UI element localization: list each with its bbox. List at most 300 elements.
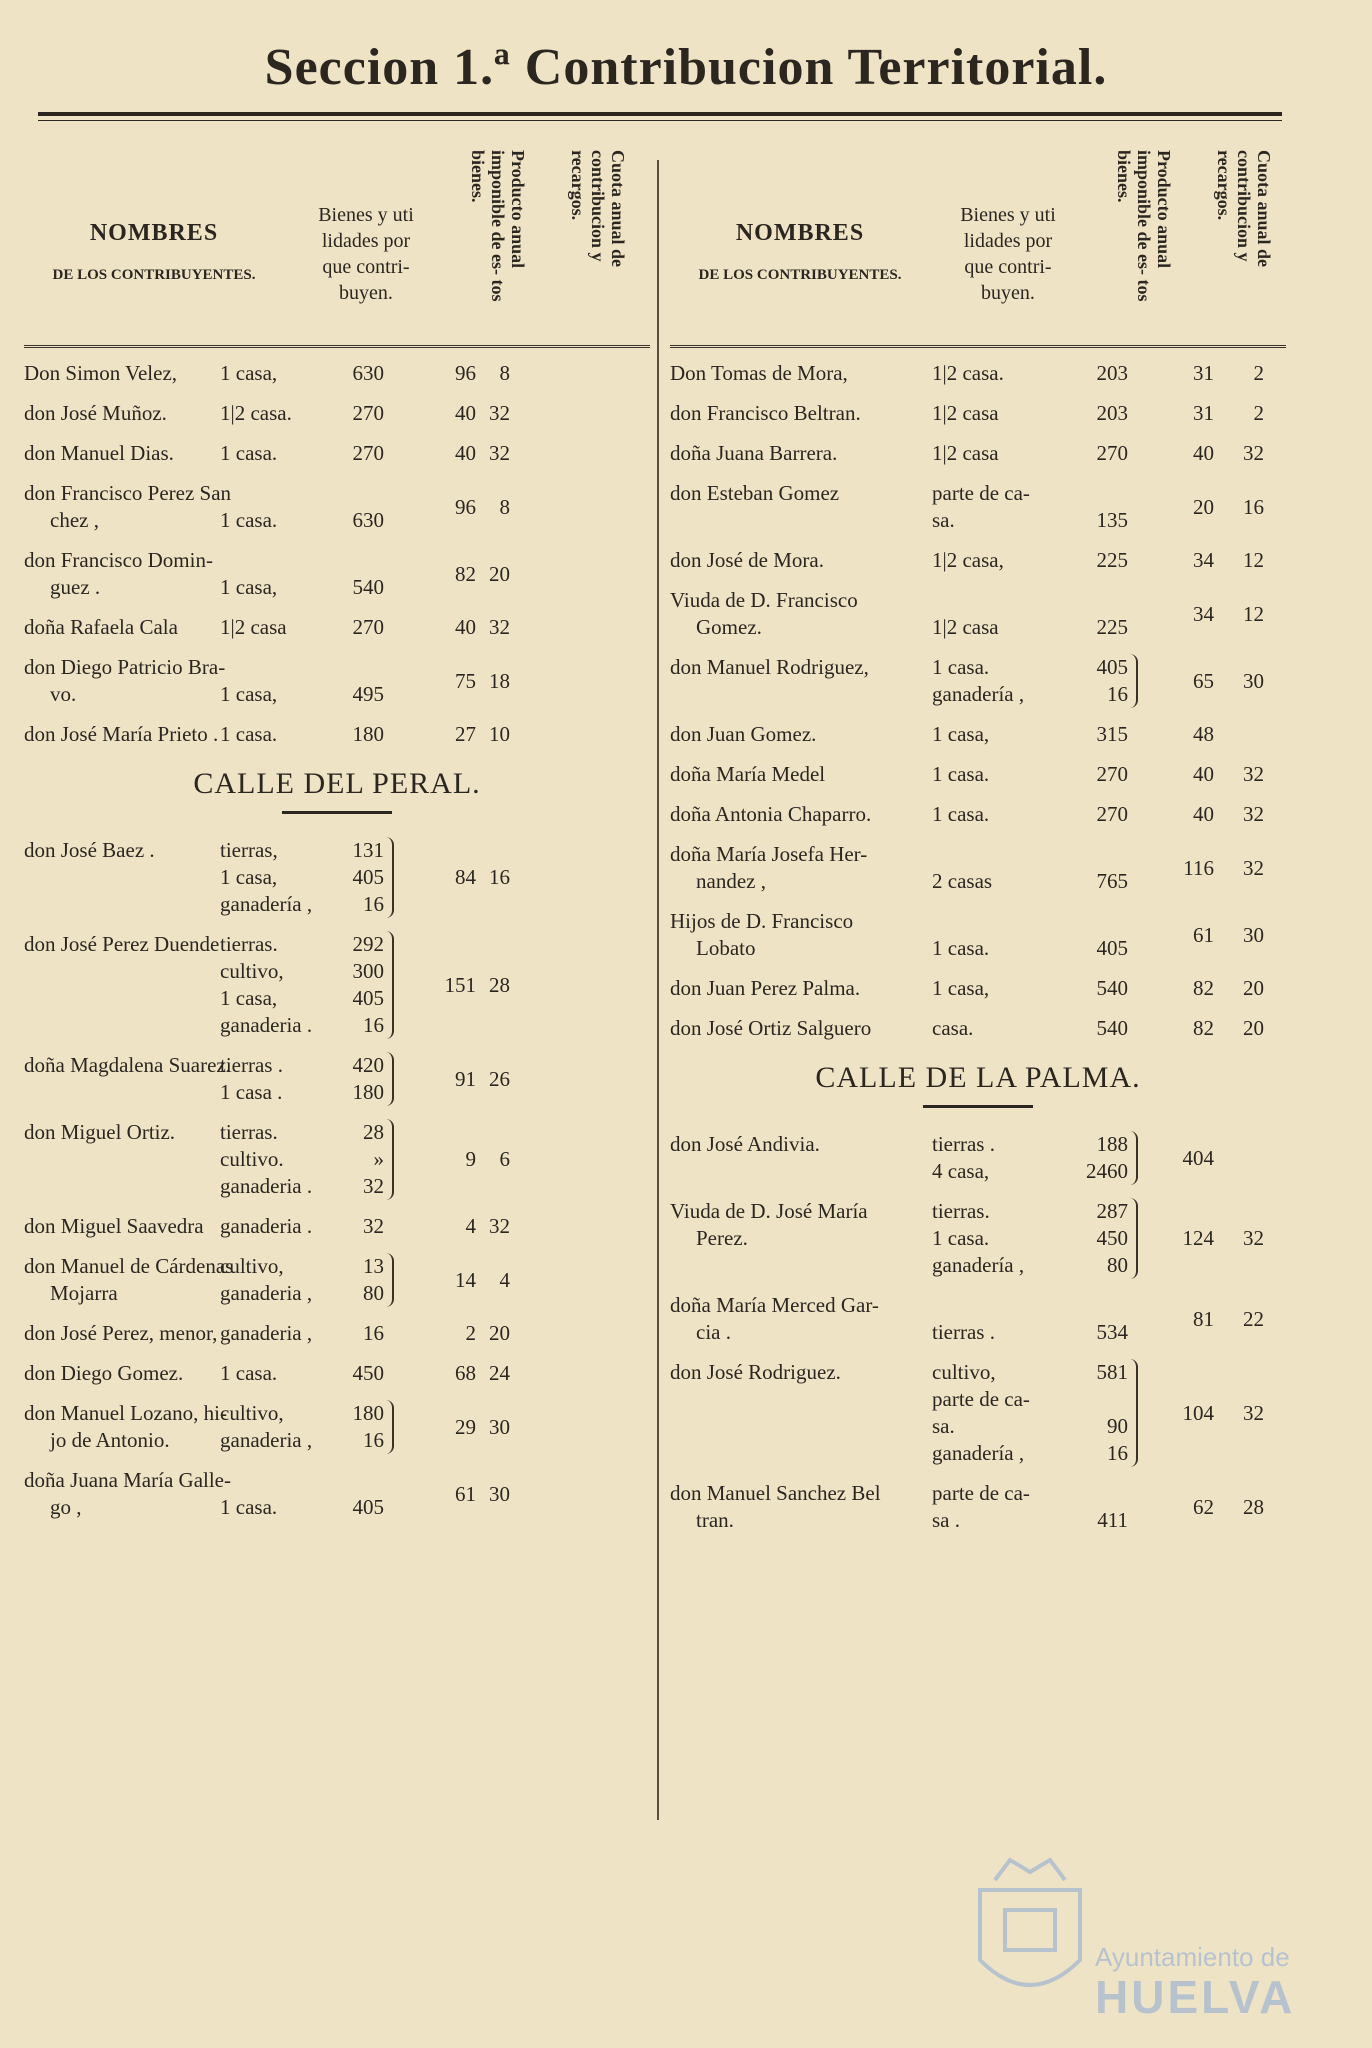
property-type: cultivo,: [220, 959, 284, 983]
tax-amount-maravedis: 6: [499, 1147, 510, 1171]
left-column: [24, 140, 650, 1519]
grouping-brace: [1130, 1131, 1138, 1185]
header-contribuyentes: DE LOS CONTRIBUYENTES.: [52, 267, 256, 283]
contributor-name: don Francisco Perez San: [24, 481, 232, 505]
header-bienes-line: buyen.: [981, 282, 1035, 304]
tax-amount-reales: 40: [1193, 441, 1214, 465]
watermark-text-2: HUELVA: [1095, 1971, 1296, 2023]
taxable-amount: 315: [1096, 722, 1128, 746]
property-type: casa.: [932, 1016, 974, 1040]
table-row: [24, 614, 650, 641]
contributor-name: don José Andivia.: [670, 1132, 820, 1156]
taxable-amount: 411: [1097, 1508, 1128, 1532]
tax-amount-reales: 40: [1193, 802, 1214, 826]
table-row: [24, 931, 650, 1039]
property-type: ganaderia ,: [220, 1321, 313, 1345]
tax-amount-reales: 75: [455, 668, 476, 693]
property-type: ganaderia .: [220, 1013, 313, 1037]
header-cuota: Cuota anual de contribucion y recargos.: [568, 150, 628, 268]
contributor-name: Lobato: [696, 936, 756, 960]
property-type: ganadería ,: [220, 892, 313, 916]
table-row: [670, 360, 1286, 387]
contributor-name: don Diego Patricio Bra-: [24, 655, 226, 679]
table-row: [24, 1052, 650, 1106]
property-type: parte de ca-: [932, 1481, 1030, 1505]
table-row: [670, 1198, 1286, 1279]
tax-amount-maravedis: 32: [489, 615, 510, 639]
contributor-name: don José Ortiz Salguero: [670, 1016, 872, 1040]
property-type: 1 casa,: [220, 575, 278, 599]
right-column: [670, 140, 1286, 1532]
table-row: [670, 801, 1286, 828]
tax-amount-maravedis: 30: [489, 1481, 510, 1506]
table-row: [670, 761, 1286, 788]
contributor-name: Don Simon Velez,: [24, 361, 178, 385]
property-type: ganaderia ,: [220, 1428, 313, 1452]
contributor-name: Don Tomas de Mora,: [670, 361, 848, 385]
header-bienes-line: Bienes y uti: [318, 204, 414, 226]
property-type: 2 casas: [932, 869, 993, 893]
contributor-name: don Miguel Ortiz.: [24, 1120, 176, 1144]
taxable-amount: 287: [1096, 1199, 1128, 1223]
contributor-name: don Miguel Saavedra: [24, 1214, 204, 1238]
taxable-amount: 16: [363, 1428, 384, 1452]
tax-amount-reales: 29: [455, 1414, 476, 1439]
taxable-amount: 203: [1096, 361, 1128, 385]
tax-amount-reales: 4: [465, 1214, 476, 1238]
tax-amount-reales: 151: [444, 972, 476, 997]
header-bienes: [928, 202, 1088, 306]
tax-amount-reales: 104: [1182, 1400, 1214, 1425]
tax-amount-maravedis: 32: [489, 441, 510, 465]
taxable-amount: 180: [352, 1401, 384, 1425]
property-type: 1|2 casa: [932, 441, 999, 465]
contributor-name: don José María Prieto .: [24, 722, 219, 746]
contributor-name: doña María Merced Gar-: [670, 1293, 879, 1317]
taxable-amount: 630: [352, 508, 384, 532]
taxable-amount: 450: [352, 1361, 384, 1385]
property-type: 1 casa.: [932, 936, 990, 960]
taxable-amount: 270: [1096, 802, 1128, 826]
table-row: [24, 654, 650, 708]
tax-amount-maravedis: 28: [1243, 1494, 1264, 1519]
property-type: 1 casa.: [220, 508, 278, 532]
property-type: ganadería ,: [932, 1441, 1025, 1465]
property-type: cultivo,: [220, 1401, 284, 1425]
tax-amount-reales: 2: [465, 1321, 476, 1345]
header-bienes-line: que contri-: [964, 256, 1052, 278]
tax-amount-reales: 40: [455, 615, 476, 639]
contributor-name: don Francisco Beltran.: [670, 401, 861, 425]
taxable-amount: 225: [1096, 548, 1128, 572]
table-row: [670, 654, 1286, 708]
taxable-amount: 581: [1096, 1360, 1128, 1384]
tax-amount-reales: 14: [455, 1267, 476, 1292]
street-heading: CALLE DEL PERAL.: [193, 767, 481, 800]
contributor-name: don Diego Gomez.: [24, 1361, 184, 1385]
header-bienes-line: lidades por: [963, 230, 1053, 252]
contributor-name: guez .: [50, 575, 101, 599]
property-type: cultivo,: [220, 1254, 284, 1278]
contributor-name: jo de Antonio.: [50, 1428, 170, 1452]
table-row: [670, 480, 1286, 534]
contributor-name: vo.: [50, 682, 77, 706]
tax-amount-maravedis: 24: [489, 1361, 510, 1385]
contributor-name: doña María Medel: [670, 762, 826, 786]
table-row: [24, 400, 650, 427]
contributor-name: tran.: [696, 1508, 734, 1532]
taxable-amount: 540: [352, 575, 384, 599]
table-row: [670, 841, 1286, 895]
property-type: 1|2 casa.: [220, 401, 292, 425]
property-type: 1 casa,: [220, 986, 278, 1010]
page-title: Seccion 1.ª Contribucion Territorial.: [264, 39, 1108, 96]
tax-amount-reales: 91: [455, 1066, 476, 1091]
tax-amount-reales: 40: [455, 401, 476, 425]
street-underline: [282, 811, 392, 814]
contributor-name: Mojarra: [50, 1281, 118, 1305]
tax-amount-reales: 20: [1193, 494, 1214, 519]
table-row: [24, 1400, 650, 1454]
table-header: [670, 140, 1286, 348]
header-names: [24, 220, 284, 284]
property-type: 1|2 casa.: [932, 361, 1004, 385]
table-row: [670, 1015, 1286, 1042]
tax-amount-maravedis: 32: [1243, 802, 1264, 826]
taxable-amount: 405: [352, 1495, 384, 1519]
property-type: 1 casa.: [220, 1495, 278, 1519]
tax-amount-maravedis: 32: [1243, 855, 1264, 880]
taxable-amount: 630: [352, 361, 384, 385]
taxable-amount: 225: [1096, 615, 1128, 639]
property-type: parte de ca-: [932, 481, 1030, 505]
watermark-text-1: Ayuntamiento de: [1095, 1942, 1290, 1972]
property-type: ganaderia ,: [220, 1281, 313, 1305]
taxable-amount: 135: [1096, 508, 1128, 532]
taxable-amount: 270: [352, 615, 384, 639]
tax-amount-maravedis: 30: [1243, 668, 1264, 693]
contributor-name: chez ,: [50, 508, 99, 532]
taxable-amount: 13: [363, 1254, 384, 1278]
table-row: [24, 1119, 650, 1200]
taxable-amount: 405: [352, 865, 384, 889]
tax-amount-maravedis: 18: [489, 668, 510, 693]
header-cuota: Cuota anual de contribucion y recargos.: [1214, 150, 1274, 268]
header-bienes: [286, 202, 446, 306]
table-row: [24, 721, 650, 748]
tax-amount-reales: 40: [455, 441, 476, 465]
contributor-name: doña Juana María Galle-: [24, 1468, 231, 1492]
tax-amount-maravedis: 30: [489, 1414, 510, 1439]
taxable-amount: 203: [1096, 401, 1128, 425]
tax-amount-maravedis: 4: [499, 1267, 510, 1292]
contributor-name: nandez ,: [696, 869, 766, 893]
contributor-name: Viuda de D. José María: [670, 1199, 868, 1223]
header-producto: Producto anual imponible de es- tos bienes.: [1114, 150, 1174, 302]
contributor-name: don Manuel Sanchez Bel: [670, 1481, 881, 1505]
taxable-amount: 405: [352, 986, 384, 1010]
taxable-amount: 180: [352, 1080, 384, 1104]
header-producto: Producto anual imponible de es- tos bienes.: [468, 150, 528, 302]
table-row: [24, 360, 650, 387]
contributor-name: doña María Josefa Her-: [670, 842, 868, 866]
property-type: cultivo,: [932, 1360, 996, 1384]
property-type: 1 casa,: [932, 722, 990, 746]
property-type: 1|2 casa: [220, 615, 287, 639]
property-type: 1|2 casa: [932, 615, 999, 639]
property-type: 1 casa.: [932, 655, 990, 679]
property-type: 1 casa.: [220, 722, 278, 746]
table-row: [24, 440, 650, 467]
property-type: sa.: [932, 508, 955, 532]
header-bienes-line: buyen.: [339, 282, 393, 304]
tax-amount-maravedis: 32: [489, 401, 510, 425]
tax-amount-reales: 404: [1182, 1145, 1214, 1170]
top-rule: [38, 112, 1282, 116]
contributor-name: Perez.: [696, 1226, 748, 1250]
tax-amount-maravedis: 2: [1253, 361, 1264, 385]
taxable-amount: 2460: [1086, 1159, 1128, 1183]
tax-amount-maravedis: 28: [489, 972, 510, 997]
taxable-amount: 28: [363, 1120, 384, 1144]
property-type: tierras,: [220, 838, 278, 862]
taxable-amount: 420: [352, 1053, 384, 1077]
taxable-amount: »: [373, 1147, 384, 1171]
property-type: tierras.: [932, 1199, 990, 1223]
street-underline: [923, 1105, 1033, 1108]
header-names: [670, 220, 930, 284]
table-header: [24, 140, 650, 348]
tax-amount-maravedis: 20: [1243, 976, 1264, 1000]
tax-amount-maravedis: 2: [1253, 401, 1264, 425]
table-row: [24, 837, 650, 918]
tax-amount-reales: 96: [455, 494, 476, 519]
property-type: sa.: [932, 1414, 955, 1438]
property-type: 1 casa.: [220, 1361, 278, 1385]
contributor-name: cia .: [696, 1320, 731, 1344]
property-type: 1 casa.: [932, 762, 990, 786]
taxable-amount: 32: [363, 1214, 384, 1238]
contributor-name: don José Baez .: [24, 838, 155, 862]
property-type: 1 casa,: [220, 361, 278, 385]
tax-amount-reales: 124: [1182, 1226, 1214, 1250]
column-divider: [657, 160, 659, 1820]
taxable-amount: 90: [1107, 1414, 1128, 1438]
table-row: [670, 908, 1286, 962]
tax-amount-reales: 82: [1193, 1016, 1214, 1040]
contributor-name: doña Juana Barrera.: [670, 441, 838, 465]
taxable-amount: 16: [363, 892, 384, 916]
property-type: cultivo.: [220, 1147, 284, 1171]
property-type: 1 casa,: [220, 865, 278, 889]
tax-amount-maravedis: 30: [1243, 922, 1264, 947]
table-row: [670, 1131, 1286, 1185]
property-type: 1 casa .: [220, 1080, 283, 1104]
header-contribuyentes: DE LOS CONTRIBUYENTES.: [698, 267, 902, 283]
table-row: [670, 1292, 1286, 1346]
property-type: 1 casa.: [932, 1226, 990, 1250]
contributor-name: don José Rodriguez.: [670, 1360, 841, 1384]
grouping-brace: [386, 931, 394, 1039]
property-type: 4 casa,: [932, 1159, 990, 1183]
tax-amount-reales: 82: [1193, 976, 1214, 1000]
grouping-brace: [386, 1400, 394, 1454]
property-type: ganaderia .: [220, 1214, 313, 1238]
tax-amount-maravedis: 32: [489, 1214, 510, 1238]
contributor-name: don Juan Perez Palma.: [670, 976, 861, 1000]
tax-amount-reales: 61: [455, 1481, 476, 1506]
contributor-name: don José Perez, menor,: [24, 1321, 218, 1345]
tax-amount-reales: 34: [1193, 548, 1214, 572]
taxable-amount: 131: [352, 838, 384, 862]
table-row: [670, 1359, 1286, 1467]
tax-amount-reales: 61: [1193, 922, 1214, 947]
contributor-name: Hijos de D. Francisco: [670, 909, 854, 933]
taxable-amount: 80: [1107, 1253, 1128, 1277]
table-row: [24, 1253, 650, 1307]
header-nombres: NOMBRES: [735, 220, 865, 246]
tax-amount-maravedis: 16: [489, 865, 510, 889]
taxable-amount: 495: [352, 682, 384, 706]
tax-amount-maravedis: 32: [1243, 441, 1264, 465]
tax-amount-maravedis: 32: [1243, 762, 1264, 786]
tax-amount-maravedis: 22: [1243, 1306, 1264, 1331]
tax-amount-reales: 96: [455, 361, 476, 385]
contributor-name: don Manuel Dias.: [24, 441, 174, 465]
grouping-brace: [1130, 654, 1138, 708]
taxable-amount: 534: [1096, 1320, 1128, 1344]
table-row: [670, 587, 1286, 641]
taxable-amount: 300: [352, 959, 384, 983]
tax-amount-maravedis: 12: [1243, 601, 1264, 626]
taxable-amount: 540: [1096, 1016, 1128, 1040]
header-bienes-line: que contri-: [322, 256, 410, 278]
tax-amount-reales: 68: [455, 1361, 476, 1385]
table-row: [24, 1320, 650, 1347]
table-row: [24, 1213, 650, 1240]
contributor-name: don José Perez Duende: [24, 932, 220, 956]
contributor-name: don José de Mora.: [670, 548, 824, 572]
grouping-brace: [386, 1253, 394, 1307]
contributor-name: Gomez.: [696, 615, 762, 639]
tax-amount-reales: 31: [1193, 401, 1214, 425]
property-type: 1 casa,: [220, 682, 278, 706]
contributor-name: Viuda de D. Francisco: [670, 588, 858, 612]
taxable-amount: 270: [1096, 762, 1128, 786]
grouping-brace: [386, 1052, 394, 1106]
property-type: tierras .: [932, 1320, 995, 1344]
taxable-amount: 405: [1096, 936, 1128, 960]
table-row: [24, 1360, 650, 1387]
property-type: 1|2 casa,: [932, 548, 1004, 572]
contributor-name: don Manuel Lozano, hi-: [24, 1401, 227, 1425]
table-row: [670, 975, 1286, 1002]
contributor-name: don Francisco Domin-: [24, 548, 213, 572]
tax-amount-maravedis: 10: [489, 722, 510, 746]
taxable-amount: 270: [1096, 441, 1128, 465]
taxable-amount: 16: [363, 1321, 384, 1345]
grouping-brace: [386, 1119, 394, 1200]
table-row: [670, 400, 1286, 427]
tax-amount-reales: 31: [1193, 361, 1214, 385]
top-rule-thin: [38, 120, 1282, 121]
tax-amount-reales: 34: [1193, 601, 1214, 626]
taxable-amount: 16: [1107, 1441, 1128, 1465]
contributor-name: don José Muñoz.: [24, 401, 167, 425]
contributor-name: go ,: [50, 1495, 82, 1519]
tax-amount-reales: 27: [455, 722, 476, 746]
property-type: ganadería ,: [932, 1253, 1025, 1277]
tax-amount-reales: 82: [455, 561, 476, 586]
tax-amount-reales: 9: [465, 1147, 476, 1171]
header-bienes-line: Bienes y uti: [960, 204, 1056, 226]
table-row: [670, 1480, 1286, 1534]
grouping-brace: [1130, 1359, 1138, 1467]
taxable-amount: 16: [363, 1013, 384, 1037]
tax-amount-maravedis: 32: [1243, 1226, 1264, 1250]
property-type: tierras .: [932, 1132, 995, 1156]
grouping-brace: [1130, 1198, 1138, 1279]
contributor-name: don Manuel de Cárdenas: [24, 1254, 234, 1278]
tax-amount-reales: 116: [1183, 855, 1214, 880]
contributor-name: don Juan Gomez.: [670, 722, 817, 746]
property-type: 1 casa,: [932, 976, 990, 1000]
tax-amount-maravedis: 8: [499, 361, 510, 385]
taxable-amount: 188: [1096, 1132, 1128, 1156]
table-row: [670, 547, 1286, 574]
taxable-amount: 765: [1096, 869, 1128, 893]
table-row: [24, 1467, 650, 1521]
table-row: [24, 547, 650, 601]
tax-amount-maravedis: 20: [1243, 1016, 1264, 1040]
property-type: ganaderia .: [220, 1174, 313, 1198]
table-row: [670, 440, 1286, 467]
header-bienes-line: lidades por: [321, 230, 411, 252]
contributor-name: doña Rafaela Cala: [24, 615, 178, 639]
property-type: tierras.: [220, 1120, 278, 1144]
property-type: parte de ca-: [932, 1387, 1030, 1411]
tax-amount-maravedis: 12: [1243, 548, 1264, 572]
tax-amount-reales: 65: [1193, 668, 1214, 693]
tax-amount-reales: 62: [1193, 1494, 1214, 1519]
taxable-amount: 270: [352, 441, 384, 465]
taxable-amount: 270: [352, 401, 384, 425]
property-type: sa .: [932, 1508, 960, 1532]
grouping-brace: [386, 837, 394, 918]
property-type: 1 casa.: [220, 441, 278, 465]
tax-amount-maravedis: 20: [489, 561, 510, 586]
taxable-amount: 80: [363, 1281, 384, 1305]
property-type: 1 casa.: [932, 802, 990, 826]
contributor-name: doña Antonia Chaparro.: [670, 802, 872, 826]
table-row: [670, 721, 1286, 748]
contributor-name: don Esteban Gomez: [670, 481, 840, 505]
tax-amount-maravedis: 32: [1243, 1400, 1264, 1425]
tax-amount-maravedis: 8: [499, 494, 510, 519]
taxable-amount: 450: [1096, 1226, 1128, 1250]
taxable-amount: 32: [363, 1174, 384, 1198]
property-type: ganadería ,: [932, 682, 1025, 706]
property-type: 1|2 casa: [932, 401, 999, 425]
contributor-name: don Manuel Rodriguez,: [670, 655, 869, 679]
tax-amount-maravedis: 26: [489, 1066, 510, 1091]
street-heading: CALLE DE LA PALMA.: [815, 1061, 1141, 1094]
tax-amount-reales: 81: [1193, 1306, 1214, 1331]
tax-amount-reales: 48: [1193, 722, 1214, 746]
taxable-amount: 405: [1096, 655, 1128, 679]
header-nombres: NOMBRES: [89, 220, 219, 246]
taxable-amount: 180: [352, 722, 384, 746]
